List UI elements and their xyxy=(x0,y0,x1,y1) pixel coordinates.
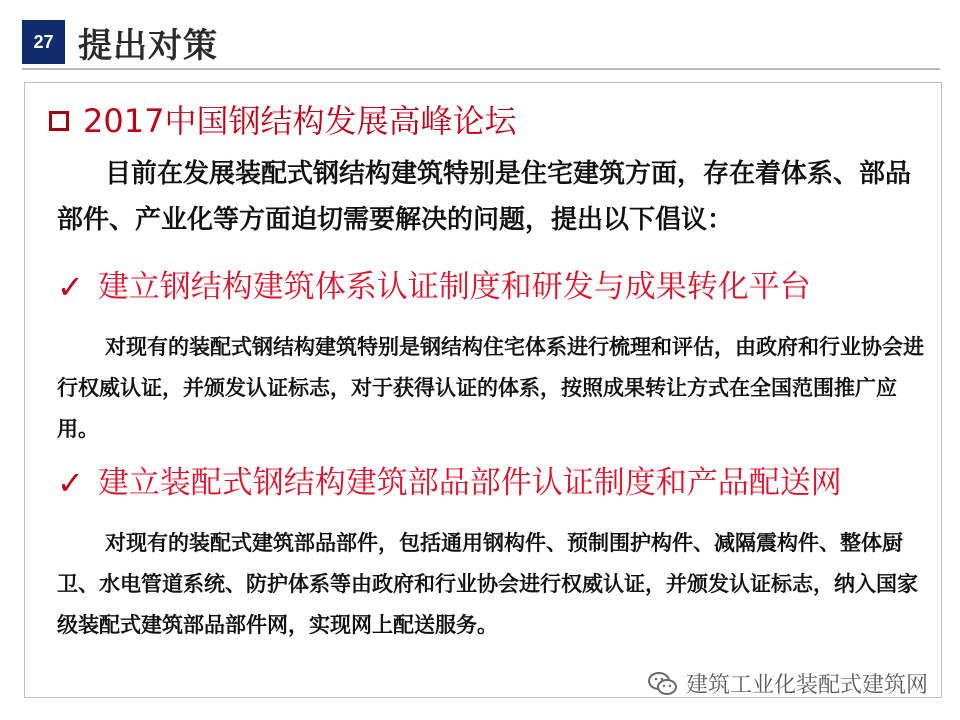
slide-header xyxy=(0,0,960,72)
wechat-icon xyxy=(648,671,678,697)
checkmark-icon: ✓ xyxy=(57,268,84,306)
header-divider xyxy=(22,68,940,70)
proposal-2-title: 建立装配式钢结构建筑部品部件认证制度和产品配送网 xyxy=(97,465,842,501)
source-watermark xyxy=(648,668,928,699)
watermark-text: 建筑工业化装配式建筑网 xyxy=(685,673,928,698)
proposal-1-body: 对现有的装配式钢结构建筑特别是钢结构住宅体系进行梳理和评估，由政府和行业协会进行权威认证，并颁发认证标志，对于获得认证的体系，按照成果转让方式在全国范围推广应用。 xyxy=(57,335,924,441)
content-panel xyxy=(24,82,942,698)
proposal-2-heading xyxy=(57,463,842,503)
page-title: 提出对策 xyxy=(78,26,218,66)
proposal-1-heading xyxy=(57,267,811,307)
intro-paragraph: 目前在发展装配式钢结构建筑特别是住宅建筑方面，存在着体系、部品部件、产业化等方面迫切需要解决的问题，提出以下倡议： xyxy=(57,159,912,235)
proposal-2-body: 对现有的装配式建筑部品部件，包括通用钢构件、预制围护构件、减隔震构件、整体厨卫、水电管道系统、防护体系等由政府和行业协会进行权威认证，并颁发认证标志，纳入国家级装配式建筑部品部件网，实现网上配送服务。 xyxy=(57,531,918,637)
square-bullet-icon xyxy=(49,111,69,131)
forum-title: 2017中国钢结构发展高峰论坛 xyxy=(83,102,517,140)
forum-heading xyxy=(49,101,516,141)
proposal-1-title: 建立钢结构建筑体系认证制度和研发与成果转化平台 xyxy=(97,269,811,305)
checkmark-icon: ✓ xyxy=(57,464,84,502)
page-number: 27 xyxy=(22,20,65,64)
